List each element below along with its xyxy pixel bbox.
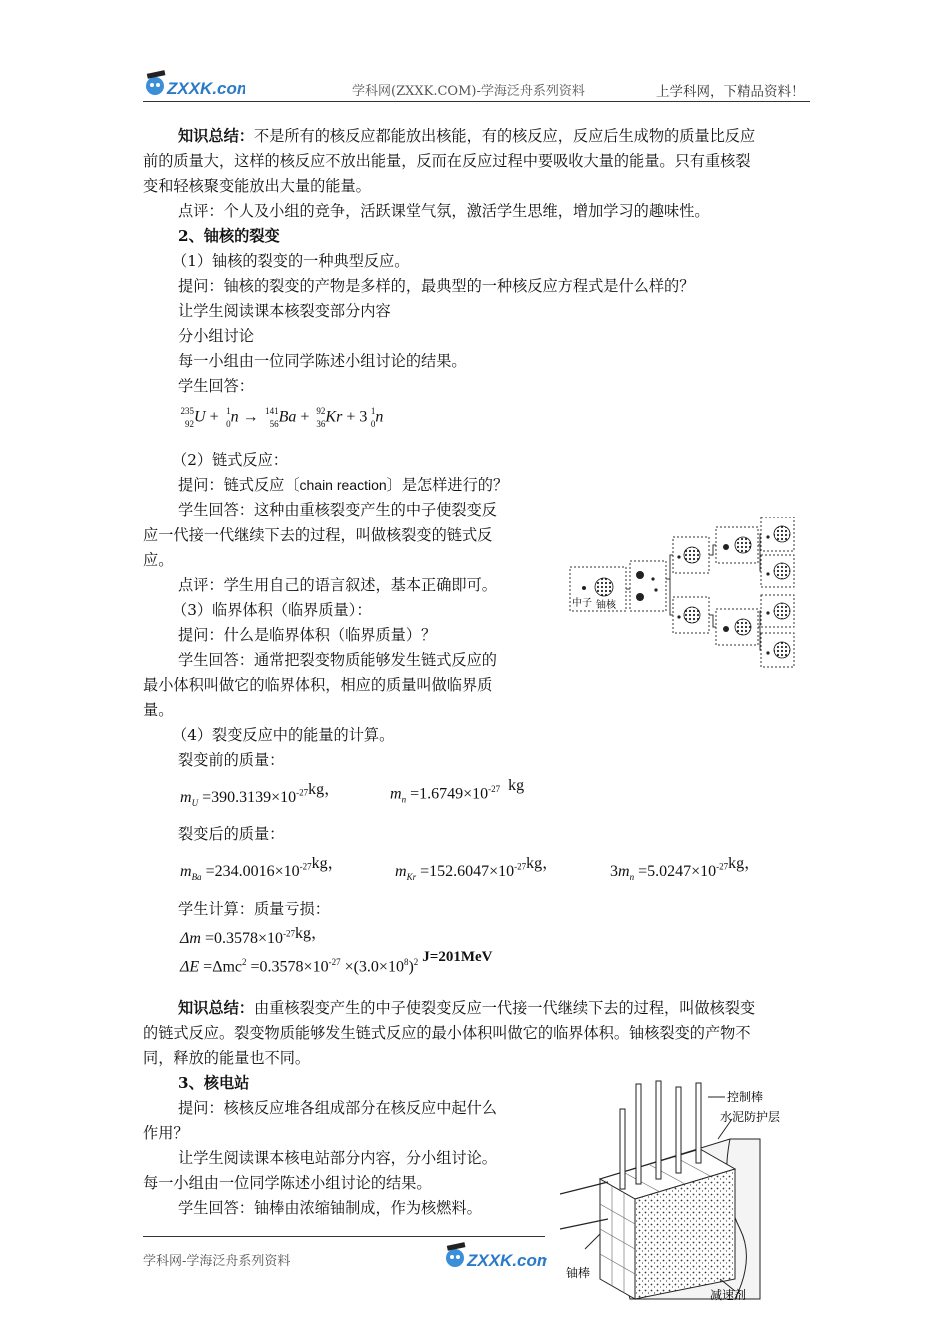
header-rule — [143, 101, 810, 102]
footer-logo-text: ZXXK.com — [467, 1251, 547, 1270]
zxxk-logo — [143, 68, 245, 100]
neutron-label: 中子 — [572, 598, 592, 609]
mass-defect: $\Delta m =0.3578\times 10^{-27}kg$， — [180, 925, 328, 947]
answer1-label: 学生回答： — [178, 377, 254, 395]
reactor-figure — [560, 1079, 805, 1304]
answer2-line3: 应。 — [143, 551, 174, 569]
footer-rule — [143, 1236, 545, 1237]
label-cement-shield: 水泥防护层 — [720, 1110, 781, 1124]
label-control-rod: 控制棒 — [727, 1090, 764, 1104]
mass-uranium: $m_U =390.3139\times 10^{-27}kg$， — [180, 781, 341, 809]
logo-text: ZXXK.com — [167, 79, 245, 98]
mass-krypton: $m_{Kr} =152.6047\times 10^{-27}kg$， — [395, 855, 559, 883]
energy-equation: $\Delta E =\Delta mc^2 =0.3578\times 10^{-27} \times(3.0\times 10^8)^2$ J=201MeV — [180, 949, 493, 976]
report1: 每一小组由一位同学陈述小组讨论的结果。 — [178, 352, 467, 370]
chain-reaction-figure — [568, 517, 796, 670]
section2-title: 2、铀核的裂变 — [178, 227, 280, 245]
label-moderator: 减速剂 — [710, 1288, 747, 1302]
footer-left-text: 学科网-学海泛舟系列资料 — [143, 1254, 291, 1269]
mass-barium: $m_{Ba} =234.0016\times 10^{-27}kg$， — [180, 855, 344, 883]
group1: 分小组讨论 — [178, 327, 254, 345]
label-uranium-rod: 铀棒 — [566, 1266, 591, 1280]
question4-line1: 提问：核核反应堆各组成部分在核反应中起什么 — [178, 1099, 497, 1117]
footer-logo — [443, 1240, 547, 1272]
summary1-line2: 前的质量大，这样的核反应不放出能量，反而在反应过程中要吸收大量的能量。只有重核裂 — [143, 152, 751, 170]
summary1-line3: 变和轻核聚变能放出大量的能量。 — [143, 177, 371, 195]
before-mass-label: 裂变前的质量： — [178, 751, 285, 769]
summary2-line1: 知识总结：由重核裂变产生的中子使裂变反应一代接一代继续下去的过程，叫做核裂变 — [178, 999, 756, 1017]
answer3-line1: 学生回答：通常把裂变物质能够发生链式反应的 — [178, 651, 497, 669]
sub1-title: （1）铀核的裂变的一种典型反应。 — [172, 252, 410, 270]
comment1: 点评：个人及小组的竞争，活跃课堂气氛，激活学生思维，增加学习的趣味性。 — [178, 202, 710, 220]
header-right-text: 上学科网，下精品资料！ — [656, 84, 805, 100]
question1: 提问：铀核的裂变的产物是多样的，最典型的一种核反应方程式是什么样的？ — [178, 277, 695, 295]
calc-label: 学生计算：质量亏损： — [178, 900, 330, 918]
summary1-line1: 知识总结：不是所有的核反应都能放出核能，有的核反应，反应后生成物的质量比反应 — [178, 127, 756, 145]
uranium-nucleus-label: 铀核 — [596, 600, 616, 611]
sub4-title: （4）裂变反应中的能量的计算。 — [172, 726, 395, 744]
comment2: 点评：学生用自己的语言叙述，基本正确即可。 — [178, 576, 497, 594]
answer3-line2: 最小体积叫做它的临界体积，相应的质量叫做临界质 — [143, 676, 493, 694]
question4-line2: 作用？ — [143, 1124, 189, 1142]
sub3-title: （3）临界体积（临界质量）： — [172, 601, 372, 619]
answer2-line2: 应一代接一代继续下去的过程，叫做核裂变的链式反 — [143, 526, 493, 544]
summary2-line3: 同，释放的能量也不同。 — [143, 1049, 311, 1067]
question2: 提问：链式反应〔chain reaction〕是怎样进行的？ — [178, 476, 509, 494]
answer4: 学生回答：铀棒由浓缩铀制成，作为核燃料。 — [178, 1199, 482, 1217]
header-center-text: 学科网(ZXXK.COM)-学海泛舟系列资料 — [352, 84, 585, 99]
fission-equation: 235 92 U + 1 0 n → 141 56 Ba + 92 36 Kr + 3 1 0 n — [180, 406, 384, 429]
summary2-line2: 的链式反应。裂变物质能够发生链式反应的最小体积叫做它的临界体积。铀核裂变的产物不 — [143, 1024, 751, 1042]
sub2-title: （2）链式反应： — [172, 451, 288, 469]
read2-line1: 让学生阅读课本核电站部分内容，分小组讨论。 — [178, 1149, 497, 1167]
answer3-line3: 量。 — [143, 701, 174, 719]
mass-three-neutrons: $3m_n =5.0247\times 10^{-27}kg$， — [610, 855, 761, 883]
after-mass-label: 裂变后的质量： — [178, 825, 285, 843]
read1: 让学生阅读课本核裂变部分内容 — [178, 302, 391, 320]
mass-neutron: $m_n =1.6749\times 10^{-27}$ kg — [390, 777, 525, 805]
read2-line2: 每一小组由一位同学陈述小组讨论的结果。 — [143, 1174, 432, 1192]
answer2-line1: 学生回答：这种由重核裂变产生的中子使裂变反 — [178, 501, 497, 519]
question3: 提问：什么是临界体积（临界质量）？ — [178, 626, 437, 644]
section3-title: 3、核电站 — [178, 1074, 250, 1092]
